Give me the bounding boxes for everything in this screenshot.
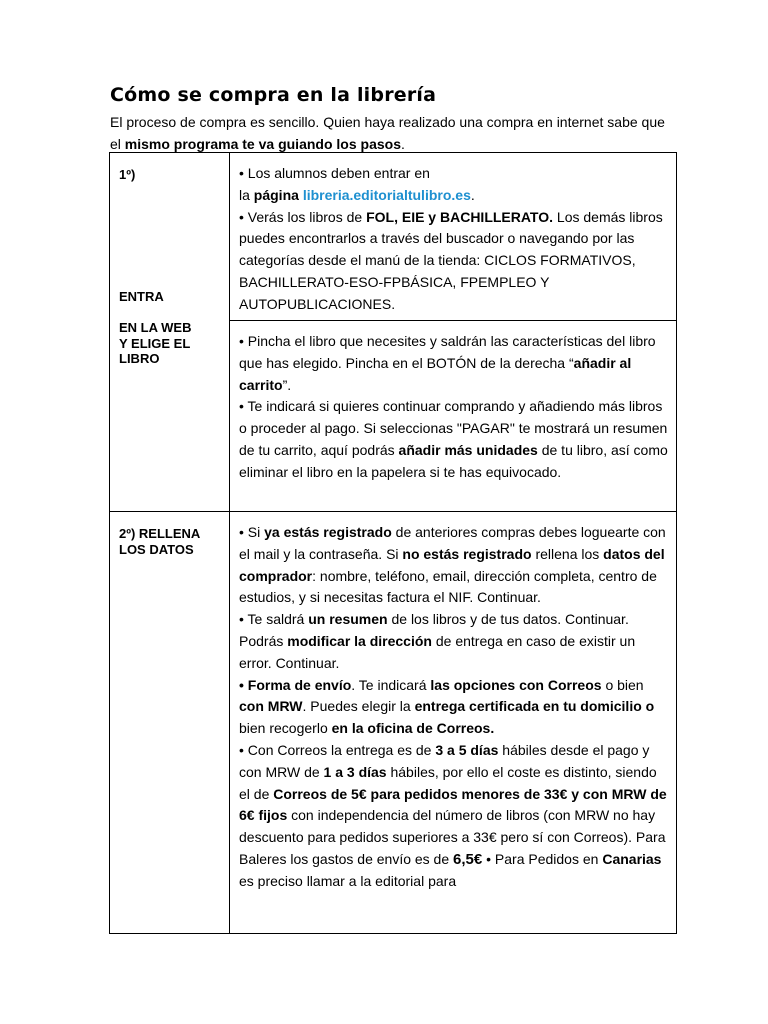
bold-text: Correos de 5€ para pedidos menores de 33€ y con MRW de 6€ fijos bbox=[239, 785, 667, 824]
bold-text: datos del comprador bbox=[239, 545, 665, 584]
text: la bbox=[239, 186, 254, 203]
bold-text: añadir al carrito bbox=[239, 354, 632, 393]
step2-para2 bbox=[239, 609, 668, 674]
text: de anteriores compras debes loguearte con el mail y la contraseña. Si bbox=[239, 524, 666, 562]
intro-text-end: . bbox=[400, 135, 405, 152]
text: hábiles desde el pago y con MRW de bbox=[239, 741, 650, 780]
store-link[interactable]: libreria.editorialtulibro.es bbox=[302, 186, 471, 203]
text: • Si bbox=[239, 524, 265, 540]
step1-label-web-2: Y ELIGE EL bbox=[119, 335, 191, 351]
text: bien recogerlo bbox=[239, 720, 332, 737]
bold-text: las opciones con Correos bbox=[430, 676, 602, 693]
text: . Puedes elegir la bbox=[302, 698, 415, 715]
step2-label-2: LOS DATOS bbox=[119, 541, 194, 557]
text: o bien bbox=[601, 676, 644, 693]
text: • Pincha el libro que necesites y saldrán las características del libro que has elegido. Pincha en el BOTÓN de la derecha “ bbox=[239, 333, 656, 371]
step1-a-line1: • Los alumnos deben entrar en bbox=[239, 165, 430, 181]
intro-text: El proceso de compra es sencillo. Quien haya realizado una compra en internet sabe que el bbox=[110, 114, 665, 152]
step1-b-para2 bbox=[239, 396, 668, 483]
step2-para4 bbox=[239, 740, 668, 893]
bold-text: añadir más unidades bbox=[398, 441, 538, 458]
step1-label-cell bbox=[110, 153, 230, 512]
text: • Te saldrá bbox=[239, 611, 309, 628]
step1-a-line2 bbox=[239, 185, 668, 207]
step2-content-cell bbox=[230, 512, 677, 934]
step1-label-web: EN LA WEB bbox=[119, 320, 192, 335]
text: . Te indicará bbox=[351, 676, 431, 693]
page-title: Cómo se compra en la librería bbox=[110, 84, 437, 106]
text: • Verás los libros de bbox=[239, 208, 367, 225]
text: rellena los bbox=[531, 545, 604, 562]
text: de los libros y de tus datos. Continuar. Podrás bbox=[239, 611, 629, 649]
step2-para3 bbox=[239, 675, 668, 740]
step2-label-cell bbox=[110, 512, 230, 934]
bold-text: con MRW bbox=[239, 698, 303, 715]
bold-text: Canarias bbox=[602, 850, 662, 867]
text: de entrega en caso de existir un error. Continuar. bbox=[239, 632, 636, 671]
intro-paragraph bbox=[110, 112, 670, 155]
step1-choose-cell bbox=[230, 321, 677, 512]
bold-text: • Forma de envío bbox=[239, 676, 352, 693]
bold-text: entrega certificada en tu domicilio o bbox=[414, 698, 655, 715]
text: • Con Correos la entrega es de bbox=[239, 741, 436, 758]
text: : nombre, teléfono, email, dirección completa, centro de estudios, y si necesitas factura el NIF. Continuar. bbox=[239, 567, 657, 606]
step2-label: 2º) RELLENA bbox=[119, 526, 201, 541]
text: . bbox=[470, 186, 475, 203]
text: con independencia del número de libros (con MRW no hay descuento para pedidos superiores a 33€ pero sí con Correos). Para Baleres los gastos de envío es de bbox=[239, 807, 666, 867]
step2-content bbox=[239, 522, 668, 931]
text: es preciso llamar a la editorial para bbox=[239, 872, 457, 889]
text: hábiles, por ello el coste es distinto, siendo el de bbox=[239, 763, 657, 802]
bold-text: 1 a 3 días bbox=[323, 763, 387, 780]
bold-text: en la oficina de Correos. bbox=[331, 720, 495, 737]
step1-label-entra: ENTRA bbox=[119, 288, 164, 304]
step1-enter-cell bbox=[230, 153, 677, 321]
step1-a-line3 bbox=[239, 207, 668, 316]
bold-text: ya estás registrado bbox=[264, 524, 392, 540]
bold-text: modificar la dirección bbox=[287, 632, 432, 649]
table-row bbox=[110, 153, 677, 321]
text: de tu libro, así como eliminar el libro en la papelera si te has equivocado. bbox=[239, 441, 668, 480]
bold-text: 3 a 5 días bbox=[435, 741, 499, 758]
step1-b-para1 bbox=[239, 331, 668, 396]
intro-bold: mismo programa te va guiando los pasos bbox=[124, 135, 401, 152]
text: • Para Pedidos en bbox=[482, 850, 603, 867]
bold-text: un resumen bbox=[308, 611, 388, 628]
bold-text: FOL, EIE y BACHILLERATO. bbox=[366, 208, 554, 225]
text: • Te indicará si quieres continuar comprando y añadiendo más libros o proceder al pago. Si seleccionas "PAGAR" te mostrará un resumen de tu carrito, aquí podrás bbox=[239, 398, 668, 458]
text: ”. bbox=[282, 376, 292, 393]
text: Los demás libros puedes encontrarlos a través del buscador o navegando por las categorías desde el manú de la tienda: CICLOS FORMATIVOS, BACHILLERATO-ESO-FPBÁSICA, FPEMPLEO Y AUTOPUBLICACIONES. bbox=[239, 208, 663, 312]
steps-table bbox=[109, 152, 677, 934]
table-row bbox=[110, 512, 677, 934]
step1-number: 1º) bbox=[119, 167, 136, 182]
bold-text: página bbox=[253, 186, 299, 203]
step1-label-web-3: LIBRO bbox=[119, 351, 160, 366]
bold-text: no estás registrado bbox=[402, 545, 532, 562]
step2-para1 bbox=[239, 522, 668, 609]
bold-text: 6,5€ bbox=[453, 850, 483, 868]
